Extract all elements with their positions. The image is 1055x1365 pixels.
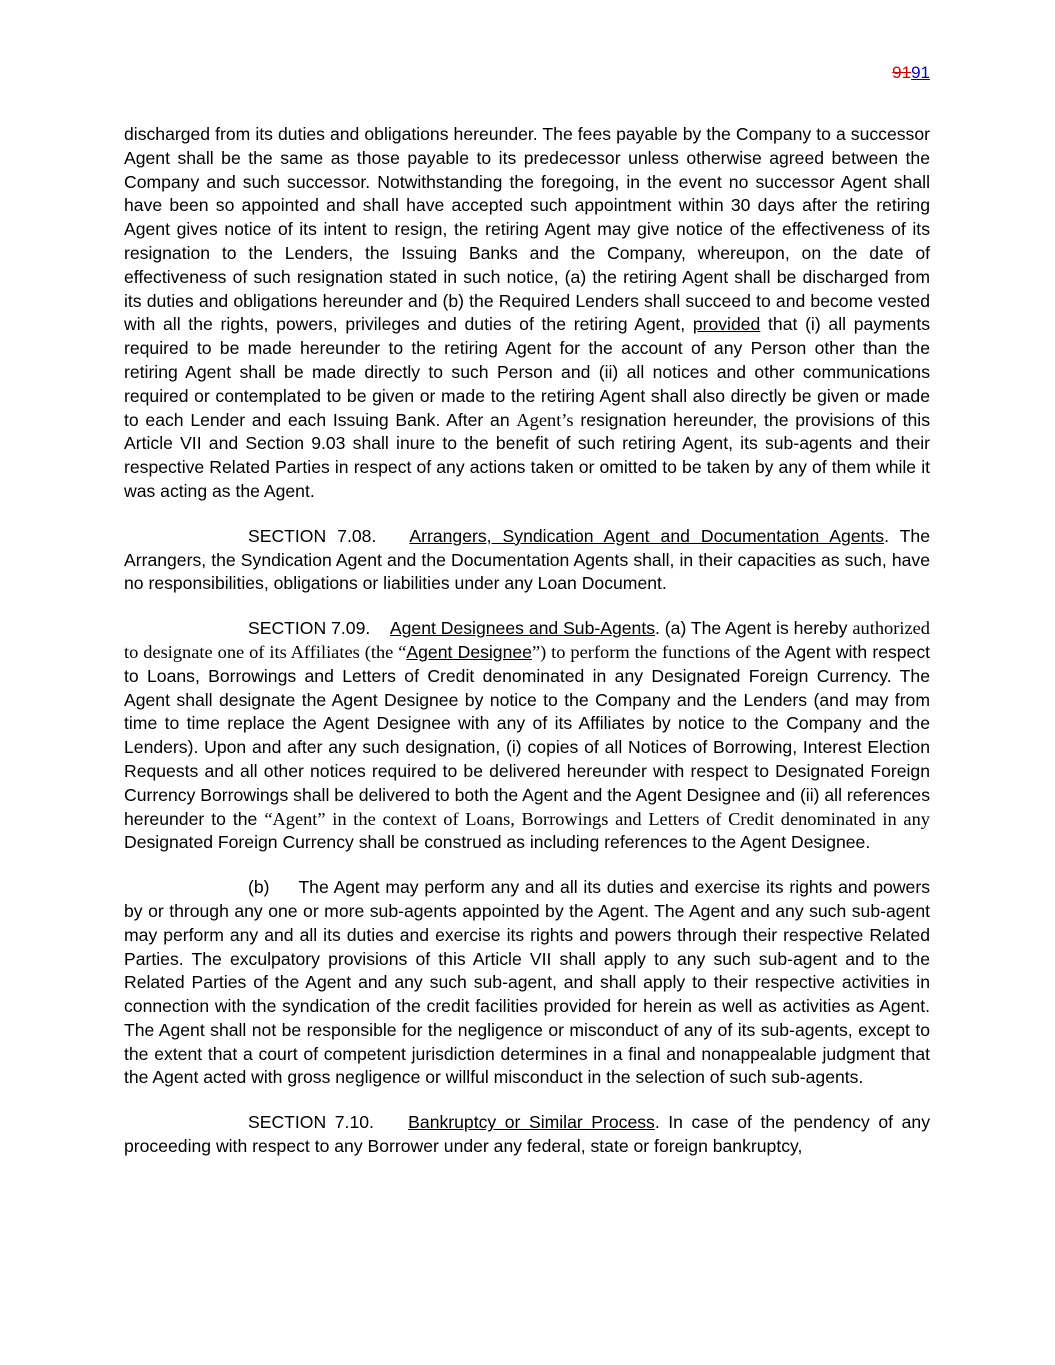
document-body [124,123,930,1180]
page-number [892,62,930,84]
page-number-deleted: 91 [892,63,912,82]
section-number: SECTION 7.09. [248,618,371,639]
section-7-08: SECTION 7.08. Arrangers, Syndication Agent and Documentation Agents. The Arrangers, the Syndication Agent and the Documentation Agents shall, in their capacities as such, have no responsibilities, obligations or liabilities under any Loan Document. [124,525,930,594]
provided-term: provided [692,314,761,335]
subsection-label: (b) [248,877,270,898]
section-title: Arrangers, Syndication Agent and Documentation Agents [409,525,885,546]
page-number-inserted: 91 [911,63,930,82]
section-title: Bankruptcy or Similar Process [408,1112,655,1133]
section-number: SECTION 7.10. [248,1112,374,1133]
section-7-09: SECTION 7.09. Agent Designees and Sub-Agents. (a) The Agent is hereby authorized to designate one of its Affiliates (the “Agent Designee”) to perform the functions of the Agent with respect to Loans, Borrowings and Letters of Credit denominated in any Designated Foreign Currency. The Agent shall designate the Agent Designee by notice to the Company and the Lenders (and may from time to time replace the Agent Designee with any of its Affiliates by notice to the Company and the Lenders). Upon and after any such designation, (i) copies of all Notices of Borrowing, Interest Election Requests and all other notices required to be delivered hereunder with respect to Designated Foreign Currency Borrowings shall be delivered to both the Agent and the Agent Designee and (ii) all references hereunder to the “Agent” in the context of Loans, Borrowings and Letters of Credit denominated in any Designated Foreign Currency shall be construed as including references to the Agent Designee. [124,618,931,853]
section-title: Agent Designees and Sub-Agents [389,618,656,639]
paragraph-resignation: discharged from its duties and obligations hereunder. The fees payable by the Company to a successor Agent shall be the same as those payable to its predecessor unless otherwise agreed between the Company and such successor. Notwithstanding the foregoing, in the event no successor Agent shall have been so appointed and shall have accepted such appointment within 30 days after the retiring Agent gives notice of its intent to resign, the retiring Agent may give notice of the effectiveness of its resignation to the Lenders, the Issuing Banks and the Company, whereupon, on the date of effectiveness of such resignation stated in such notice, (a) the retiring Agent shall be discharged from its duties and obligations hereunder and (b) the Required Lenders shall succeed to and become vested with all the rights, powers, privileges and duties of the retiring Agent, provided that (i) all payments required to be made hereunder to the retiring Agent for the account of any Person other than the retiring Agent shall be made directly to such Person and (ii) all notices and other communications required or contemplated to be given or made to the retiring Agent shall also directly be given or made to each Lender and each Issuing Bank. After an Agent’s resignation hereunder, the provisions of this Article VII and Section 9.03 shall inure to the benefit of such retiring Agent, its sub-agents and their respective Related Parties in respect of any actions taken or omitted to be taken by any of them while it was acting as the Agent. [124,124,931,501]
section-7-09-b: (b) The Agent may perform any and all its duties and exercise its rights and powers by or through any one or more sub-agents appointed by the Agent. The Agent and any such sub-agent may perform any and all its duties and exercise its rights and powers through their respective Related Parties. The exculpatory provisions of this Article VII shall apply to any such sub-agent and to the Related Parties of the Agent and any such sub-agent, and shall apply to their respective activities in connection with the syndication of the credit facilities provided for herein as well as activities as Agent. The Agent shall not be responsible for the negligence or misconduct of any of its sub-agents, except to the extent that a court of competent jurisdiction determines in a final and nonappealable judgment that the Agent acted with gross negligence or willful misconduct in the selection of such sub-agents. [124,877,930,1088]
section-7-10: SECTION 7.10. Bankruptcy or Similar Process. In case of the pendency of any proceeding with respect to any Borrower under any federal, state or foreign bankruptcy, [124,1112,930,1157]
agent-designee-term: Agent Designee [406,641,532,662]
section-number: SECTION 7.08. [248,525,377,546]
